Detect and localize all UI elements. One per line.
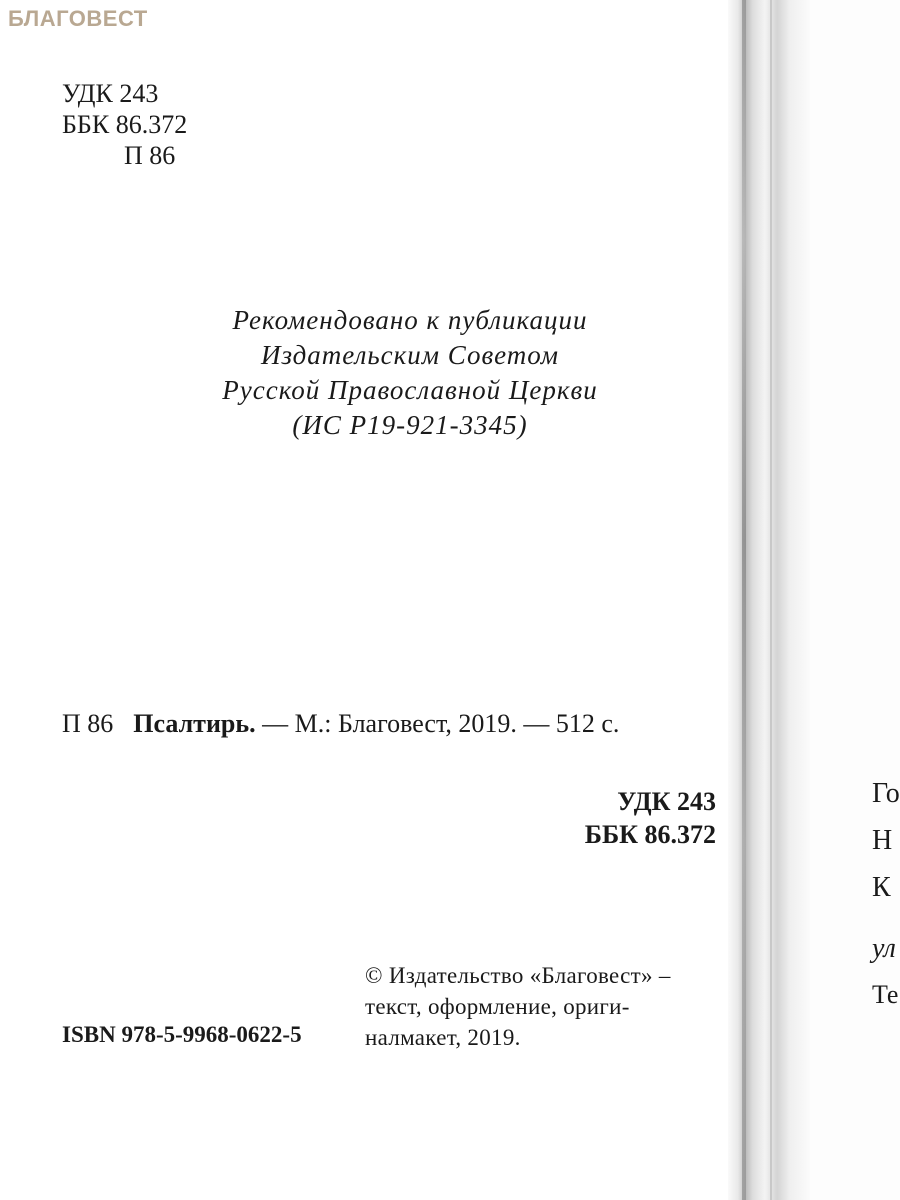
adjacent-fragment-5: Те [872,980,899,1009]
classification-block-top [62,78,187,171]
udk-code-bottom: УДК 243 [617,787,716,816]
publisher-watermark: БЛАГОВЕСТ [8,6,148,31]
biblio-author-mark: П 86 [62,709,114,738]
bibliographic-record [62,709,619,739]
biblio-imprint: — М.: Благовест, 2019. — 512 с. [262,709,620,738]
adjacent-fragment-1: Го [872,778,900,809]
bbk-code-top: ББК 86.372 [62,110,188,139]
isbn-number: ISBN 978-5-9968-0622-5 [62,1022,302,1047]
publication-recommendation [150,303,670,443]
adjacent-fragment-2: Н [872,825,893,856]
copyright-line-3: налмакет, 2019. [365,1025,521,1050]
copyright-notice [365,960,717,1053]
recommendation-line-2: Издательским Советом [260,340,560,370]
copyright-line-2: текст, оформление, ориги- [365,994,630,1019]
recommendation-line-3: Русской Православной Церкви [222,375,598,405]
recommendation-line-4: (ИС Р19-921-3345) [292,410,528,440]
adjacent-fragment-4: ул [872,933,896,964]
recommendation-line-1: Рекомендовано к публикации [232,305,588,335]
book-title: Псалтирь. [133,709,256,738]
copyright-line-1: © Издательство «Благовест» – [365,963,671,988]
udk-code-top: УДК 243 [62,79,159,108]
classification-block-bottom [560,785,716,851]
adjacent-page-text [872,770,900,1010]
binding-shadow-line [742,0,746,1200]
adjacent-page [810,0,900,1200]
binding-gutter [728,0,810,1200]
binding-crease-line [770,0,772,1200]
adjacent-fragment-3: К [872,872,891,903]
author-mark-top: П 86 [124,141,176,170]
bbk-code-bottom: ББК 86.372 [584,820,716,849]
